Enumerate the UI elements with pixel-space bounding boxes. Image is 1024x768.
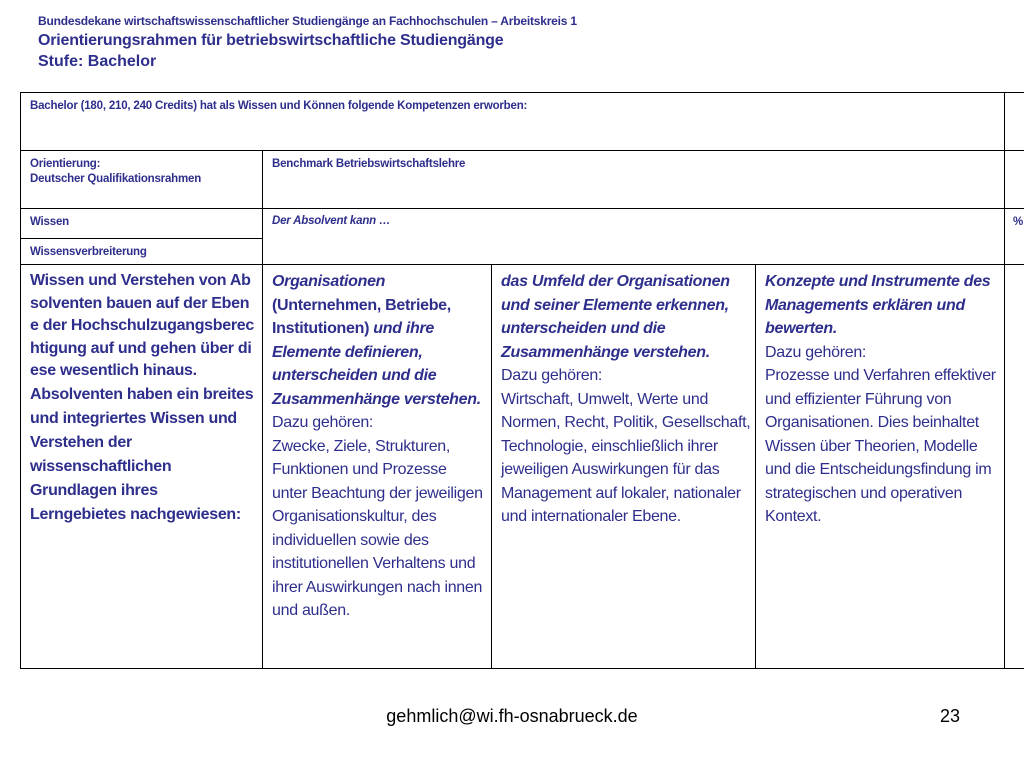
- absolvent-cell: Der Absolvent kann …: [272, 215, 391, 227]
- umfeld-cell: [501, 270, 751, 529]
- col3-dazu: Dazu gehören:: [501, 367, 603, 384]
- knowledge-paragraph: Wissen und Verstehen von Absolventen bauen auf der Ebene der Hochschulzugangsberechtigung auf und gehen über diese wesentlich hinaus.: [30, 272, 254, 379]
- slide-subtitle: Stufe: Bachelor: [38, 53, 157, 70]
- table-rule: [20, 238, 262, 239]
- col4-lead: Konzepte und Instrumente des Managements erklären und bewerten.: [765, 273, 991, 337]
- organisationen-cell: [272, 270, 484, 623]
- benchmark-cell: Benchmark Betriebswirtschaftslehre: [272, 158, 466, 170]
- wissensverbreiterung-cell: Wissensverbreiterung: [30, 246, 147, 258]
- col2-lead: Organisationen: [272, 273, 386, 290]
- management-cell: [765, 270, 997, 529]
- col3-body: Wirtschaft, Umwelt, Werte und Normen, Recht, Politik, Gesellschaft, Technologie, einschließlich ihrer jeweiligen Auswirkungen für das Management auf lokaler, nationaler und internationaler Ebene.: [501, 390, 751, 525]
- qualification-framework-label: Deutscher Qualifikationsrahmen: [30, 173, 202, 185]
- table-rule: [262, 150, 263, 669]
- col4-dazu: Dazu gehören:: [765, 343, 867, 361]
- col2-dazu: Dazu gehören:: [272, 414, 374, 431]
- table-border-left: [20, 92, 21, 669]
- wissen-cell: Wissen: [30, 216, 69, 228]
- knowledge-description-cell: [30, 270, 254, 527]
- organization-line: Bundesdekane wirtschaftswissenschaftlicher Studiengänge an Fachhochschulen – Arbeitskreis 1: [38, 14, 577, 28]
- table-border-top: [20, 92, 1024, 93]
- intro-cell: Bachelor (180, 210, 240 Credits) hat als Wissen und Können folgende Kompetenzen erworben:: [30, 100, 528, 112]
- orientation-label: Orientierung:: [30, 158, 101, 170]
- table-rule: [20, 150, 1024, 151]
- col2-tail: und ihre Elemente definieren, unterscheiden und die Zusammenhänge verstehen.: [272, 320, 481, 408]
- knowledge-paragraph: Absolventen haben ein breites und integriertes Wissen und Verstehen der wissenschaftlichen Grundlagen ihres Lerngebietes nachgewiesen:: [30, 385, 254, 523]
- table-rule: [1004, 92, 1005, 669]
- col2-bold: (Unternehmen, Betriebe, Institutionen): [272, 296, 451, 337]
- col4-body: Prozesse und Verfahren effektiver und effizienter Führung von Organisationen. Dies beinhaltet Wissen über Theorien, Modelle und die Entscheidungsfindung im strategischen und operativen Kontext.: [765, 367, 996, 525]
- percent-cell: %: [1013, 216, 1024, 228]
- table-border-bottom: [20, 668, 1024, 669]
- orientation-cell: [30, 157, 255, 187]
- col3-lead: das Umfeld der Organisationen und seiner Elemente erkennen, unterscheiden und die Zusammenhänge verstehen.: [501, 273, 730, 361]
- col2-body: Zwecke, Ziele, Strukturen, Funktionen und Prozesse unter Beachtung der jeweiligen Organisationskultur, des individuellen sowie des institutionellen Verhaltens und ihrer Auswirkungen nach innen und außen.: [272, 437, 483, 619]
- slide-title: Orientierungsrahmen für betriebswirtschaftliche Studiengänge: [38, 32, 504, 49]
- table-rule: [20, 208, 1024, 209]
- table-rule: [491, 264, 492, 669]
- table-rule: [20, 264, 1024, 265]
- page-number: 23: [940, 706, 961, 726]
- table-rule: [755, 264, 756, 669]
- footer-email: gehmlich@wi.fh-osnabrueck.de: [386, 706, 638, 726]
